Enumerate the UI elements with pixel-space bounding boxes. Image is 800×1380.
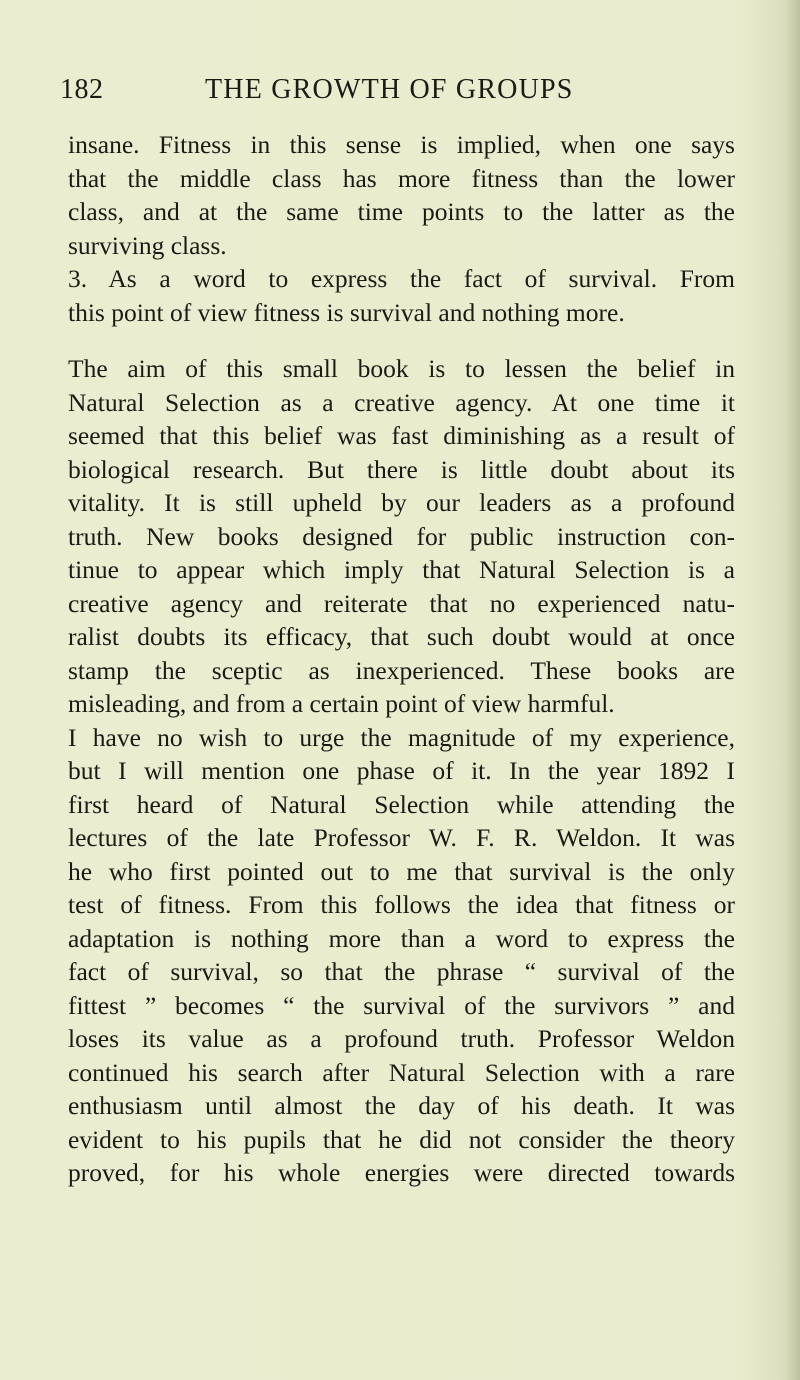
paragraph-3 [68, 352, 735, 721]
text-line: evident to his pupils that he did not consider the theory [68, 1124, 735, 1154]
text-line: he who first pointed out to me that survival is the only [68, 856, 735, 886]
text-line: loses its value as a profound truth. Professor Weldon [68, 1024, 735, 1053]
text-line: Natural Selection as a creative agency. At one time it [68, 387, 735, 417]
text-line: ralist doubts its efficacy, that such doubt would at once [68, 622, 735, 651]
text-line: tinue to appear which imply that Natural Selection is a [68, 555, 735, 584]
text-line: surviving class. [68, 230, 227, 260]
text-line: that the middle class has more fitness than the lower [68, 163, 735, 193]
text-line: The aim of this small book is to lessen the belief in [68, 354, 735, 383]
paragraph-1 [68, 128, 735, 262]
text-line: fact of survival, so that the phrase “ survival of the [68, 957, 735, 986]
page-number: 182 [60, 74, 104, 105]
text-line: vitality. It is still upheld by our leaders as a profound [68, 488, 735, 517]
text-line: proved, for his whole energies were directed towards [68, 1158, 735, 1187]
text-line: test of fitness. From this follows the idea that fitness or [68, 890, 735, 919]
text-line: first heard of Natural Selection while attending the [68, 789, 735, 819]
text-line: adaptation is nothing more than a word to express the [68, 923, 735, 953]
text-line: but I will mention one phase of it. In the year 1892 I [68, 756, 735, 785]
text-line: fittest ” becomes “ the survival of the survivors ” and [68, 990, 735, 1020]
page-edge-shadow [786, 0, 800, 1380]
body-text [68, 128, 735, 1190]
text-line: misleading, and from a certain point of view harmful. [68, 689, 615, 718]
text-line: lectures of the late Professor W. F. R. Weldon. It was [68, 823, 735, 852]
text-line: enthusiasm until almost the day of his death. It was [68, 1091, 735, 1120]
text-line: this point of view fitness is survival and nothing more. [68, 297, 625, 327]
text-line: biological research. But there is little doubt about its [68, 454, 735, 484]
text-line: continued his search after Natural Selection with a rare [68, 1057, 735, 1087]
section-gap [68, 329, 735, 352]
paragraph-2 [68, 262, 735, 329]
running-head [60, 74, 740, 118]
text-line: truth. New books designed for public instruction con- [68, 521, 735, 551]
running-title: THE GROWTH OF GROUPS [205, 74, 574, 105]
text-line: I have no wish to urge the magnitude of my experience, [68, 722, 735, 752]
paragraph-4 [68, 721, 735, 1190]
text-line: stamp the sceptic as inexperienced. These books are [68, 655, 735, 685]
text-line: creative agency and reiterate that no experienced natu- [68, 588, 735, 618]
text-line: class, and at the same time points to the latter as the [68, 197, 735, 226]
text-line: seemed that this belief was fast diminishing as a result of [68, 421, 735, 450]
text-line: 3. As a word to express the fact of survival. From [68, 264, 735, 293]
text-line: insane. Fitness in this sense is implied, when one says [68, 130, 735, 159]
